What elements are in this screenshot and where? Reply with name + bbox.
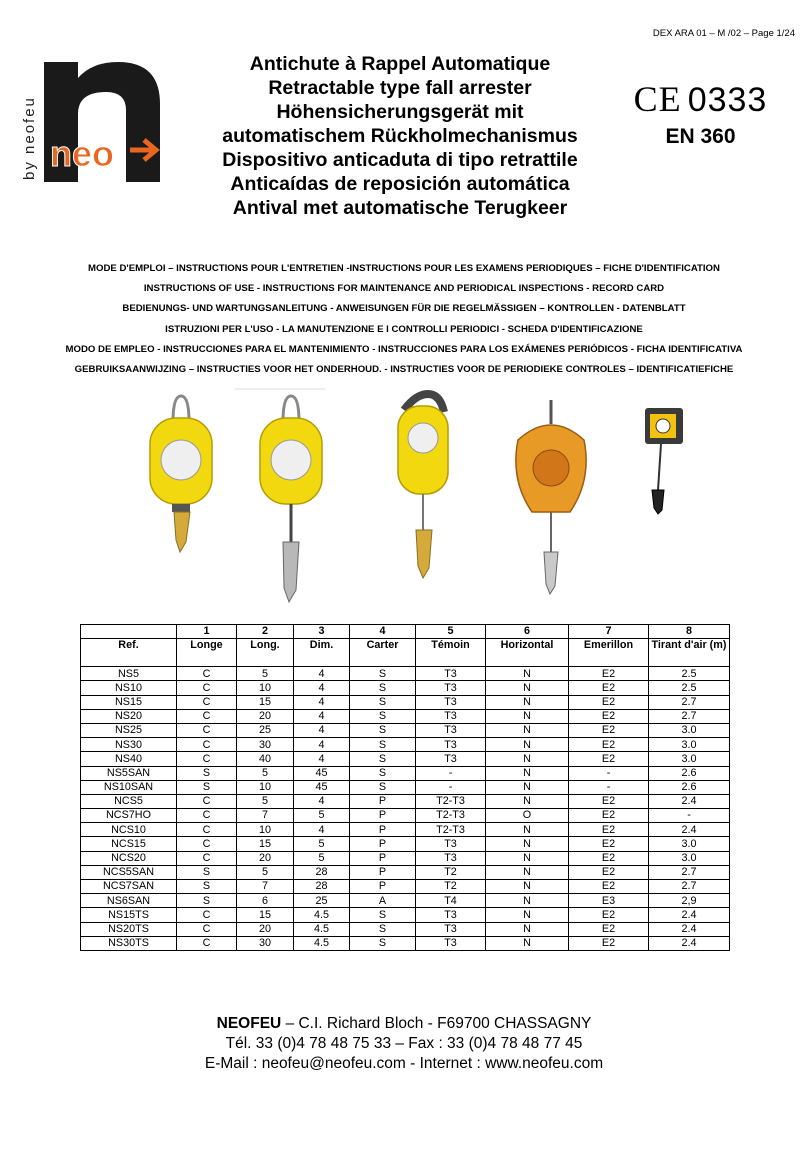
- table-cell: S: [350, 738, 416, 752]
- table-cell: 6: [237, 894, 294, 908]
- title-de-1: Höhensicherungsgerät mit: [276, 101, 524, 123]
- table-cell: T3: [416, 922, 486, 936]
- column-header-longe: Longe: [177, 639, 237, 667]
- table-cell: 4: [294, 723, 350, 737]
- ref-cell: NCS10: [81, 823, 177, 837]
- table-cell: C: [177, 723, 237, 737]
- table-cell: C: [177, 794, 237, 808]
- table-cell: 2,9: [649, 894, 730, 908]
- table-cell: 5: [237, 794, 294, 808]
- table-row: [81, 794, 730, 808]
- table-cell: 15: [237, 837, 294, 851]
- table-cell: 2.5: [649, 667, 730, 681]
- table-cell: 30: [237, 936, 294, 950]
- table-cell: 4: [294, 681, 350, 695]
- table-cell: 28: [294, 880, 350, 894]
- table-cell: T3: [416, 695, 486, 709]
- ref-cell: NS10SAN: [81, 780, 177, 794]
- table-cell: C: [177, 695, 237, 709]
- table-row: [81, 865, 730, 879]
- table-cell: 2.4: [649, 936, 730, 950]
- fall-arrester-photo-3: [398, 394, 448, 578]
- table-cell: N: [486, 936, 569, 950]
- ref-cell: NS40: [81, 752, 177, 766]
- table-row: [81, 695, 730, 709]
- table-cell: P: [350, 837, 416, 851]
- table-cell: S: [350, 908, 416, 922]
- column-number: 8: [649, 625, 730, 639]
- fall-arrester-photo-4: [516, 400, 586, 594]
- column-header-row: [81, 639, 730, 667]
- column-number: 6: [486, 625, 569, 639]
- table-cell: 45: [294, 766, 350, 780]
- title-fr: Antichute à Rappel Automatique: [249, 53, 551, 75]
- column-header-ref: Ref.: [81, 639, 177, 667]
- table-row: [81, 894, 730, 908]
- column-number: 3: [294, 625, 350, 639]
- table-cell: C: [177, 752, 237, 766]
- table-cell: T2: [416, 880, 486, 894]
- title-block: [185, 52, 615, 220]
- table-cell: N: [486, 880, 569, 894]
- ref-cell: NS25: [81, 723, 177, 737]
- column-header-horizontal: Horizontal: [486, 639, 569, 667]
- address-line: [0, 1014, 808, 1034]
- table-cell: E2: [569, 794, 649, 808]
- table-cell: 20: [237, 709, 294, 723]
- column-number: 4: [350, 625, 416, 639]
- table-cell: S: [177, 766, 237, 780]
- table-cell: T4: [416, 894, 486, 908]
- ref-cell: NCS20: [81, 851, 177, 865]
- table-cell: T3: [416, 752, 486, 766]
- table-cell: 5: [237, 667, 294, 681]
- column-header-length: Long.: [237, 639, 294, 667]
- phone-fax-line: Tél. 33 (0)4 78 48 75 33 – Fax : 33 (0)4 78 48 77 45: [225, 1035, 583, 1052]
- table-cell: 30: [237, 738, 294, 752]
- table-cell: S: [350, 723, 416, 737]
- table-cell: 10: [237, 823, 294, 837]
- logo-brand: neo: [50, 133, 115, 174]
- table-row: [81, 823, 730, 837]
- table-row: [81, 880, 730, 894]
- table-cell: N: [486, 837, 569, 851]
- table-cell: N: [486, 851, 569, 865]
- table-cell: 4.5: [294, 908, 350, 922]
- table-cell: 4: [294, 695, 350, 709]
- ref-cell: NS15TS: [81, 908, 177, 922]
- instruction-line-de: BEDIENUNGS- UND WARTUNGSANLEITUNG - ANWEISUNGEN FÜR DIE REGELMÄSSIGEN – KONTROLLEN - DATENBLATT: [122, 303, 686, 315]
- table-cell: 4.5: [294, 936, 350, 950]
- column-number: [81, 625, 177, 639]
- ref-cell: NCS7HO: [81, 809, 177, 823]
- table-cell: 40: [237, 752, 294, 766]
- table-cell: P: [350, 851, 416, 865]
- table-cell: N: [486, 922, 569, 936]
- ref-cell: NS15: [81, 695, 177, 709]
- ref-cell: NS5SAN: [81, 766, 177, 780]
- table-cell: C: [177, 908, 237, 922]
- table-cell: T3: [416, 851, 486, 865]
- column-header-emerillon: Emerillon: [569, 639, 649, 667]
- table-cell: E2: [569, 752, 649, 766]
- table-cell: 2.7: [649, 880, 730, 894]
- table-cell: 3.0: [649, 723, 730, 737]
- email-web-line: E-Mail : neofeu@neofeu.com - Internet : www.neofeu.com: [204, 1055, 604, 1072]
- table-cell: P: [350, 794, 416, 808]
- table-row: [81, 851, 730, 865]
- table-cell: 5: [237, 766, 294, 780]
- ce-logo: CE: [633, 79, 682, 119]
- table-cell: 20: [237, 922, 294, 936]
- instruction-lines: [0, 259, 808, 380]
- product-photos: [0, 380, 808, 615]
- table-cell: T3: [416, 667, 486, 681]
- table-cell: T3: [416, 837, 486, 851]
- table-cell: A: [350, 894, 416, 908]
- table-cell: 2.7: [649, 709, 730, 723]
- table-cell: 2.6: [649, 780, 730, 794]
- table-cell: C: [177, 809, 237, 823]
- table-row: [81, 809, 730, 823]
- table-cell: P: [350, 823, 416, 837]
- table-row: [81, 667, 730, 681]
- table-cell: T2-T3: [416, 794, 486, 808]
- table-cell: 25: [294, 894, 350, 908]
- table-cell: 4: [294, 752, 350, 766]
- ref-cell: NCS15: [81, 837, 177, 851]
- table-cell: C: [177, 738, 237, 752]
- table-cell: N: [486, 865, 569, 879]
- table-cell: -: [416, 780, 486, 794]
- table-cell: E2: [569, 681, 649, 695]
- table-cell: S: [350, 667, 416, 681]
- ref-cell: NCS5SAN: [81, 865, 177, 879]
- table-cell: 3.0: [649, 738, 730, 752]
- column-header-carter: Carter: [350, 639, 416, 667]
- table-cell: 5: [294, 809, 350, 823]
- ref-cell: NS20: [81, 709, 177, 723]
- table-cell: S: [350, 695, 416, 709]
- table-cell: 7: [237, 809, 294, 823]
- table-cell: C: [177, 851, 237, 865]
- table-cell: T3: [416, 681, 486, 695]
- table-cell: 7: [237, 880, 294, 894]
- table-cell: E2: [569, 695, 649, 709]
- column-number: 2: [237, 625, 294, 639]
- column-number: 1: [177, 625, 237, 639]
- table-cell: T3: [416, 738, 486, 752]
- table-cell: 2.6: [649, 766, 730, 780]
- table-cell: 2.7: [649, 865, 730, 879]
- table-cell: N: [486, 723, 569, 737]
- table-row: [81, 936, 730, 950]
- table-cell: 3.0: [649, 851, 730, 865]
- title-de-2: automatischem Rückholmechanismus: [222, 125, 578, 147]
- ref-cell: NS6SAN: [81, 894, 177, 908]
- certification-block: [628, 80, 773, 149]
- title-it: Dispositivo anticaduta di tipo retrattile: [222, 149, 578, 171]
- ref-cell: NS5: [81, 667, 177, 681]
- table-cell: E2: [569, 738, 649, 752]
- table-cell: 20: [237, 851, 294, 865]
- table-cell: -: [569, 766, 649, 780]
- table-cell: E2: [569, 667, 649, 681]
- table-cell: S: [350, 922, 416, 936]
- table-cell: S: [177, 780, 237, 794]
- table-cell: T2: [416, 865, 486, 879]
- fall-arrester-photo-1: [150, 396, 212, 552]
- company-footer: [0, 1014, 808, 1074]
- table-row: [81, 780, 730, 794]
- fall-arrester-photo-2: [260, 396, 322, 602]
- table-row: [81, 766, 730, 780]
- table-cell: N: [486, 709, 569, 723]
- table-cell: 25: [237, 723, 294, 737]
- table-cell: 3.0: [649, 837, 730, 851]
- table-cell: S: [350, 752, 416, 766]
- table-cell: N: [486, 695, 569, 709]
- table-cell: O: [486, 809, 569, 823]
- instruction-line-it: ISTRUZIONI PER L'USO - LA MANUTENZIONE E I CONTROLLI PERIODICI - SCHEDA D'IDENTIFICAZIONE: [165, 323, 643, 335]
- table-cell: P: [350, 880, 416, 894]
- table-cell: -: [649, 809, 730, 823]
- specifications-table: [80, 624, 730, 951]
- table-cell: N: [486, 794, 569, 808]
- table-cell: 15: [237, 695, 294, 709]
- column-number-row: [81, 625, 730, 639]
- table-cell: 5: [294, 851, 350, 865]
- table-cell: 2.7: [649, 695, 730, 709]
- table-cell: C: [177, 936, 237, 950]
- ref-cell: NS20TS: [81, 922, 177, 936]
- table-cell: S: [350, 709, 416, 723]
- table-row: [81, 709, 730, 723]
- table-cell: P: [350, 809, 416, 823]
- table-cell: S: [350, 780, 416, 794]
- table-cell: -: [569, 780, 649, 794]
- table-cell: 4: [294, 738, 350, 752]
- table-row: [81, 738, 730, 752]
- company-address: – C.I. Richard Bloch - F69700 CHASSAGNY: [281, 1015, 592, 1032]
- ref-cell: NCS5: [81, 794, 177, 808]
- table-row: [81, 681, 730, 695]
- table-cell: E2: [569, 936, 649, 950]
- column-header-dim: Dim.: [294, 639, 350, 667]
- fall-arrester-photo-5: [645, 408, 683, 514]
- table-cell: E2: [569, 709, 649, 723]
- table-cell: N: [486, 766, 569, 780]
- table-cell: 4: [294, 709, 350, 723]
- table-cell: S: [177, 865, 237, 879]
- table-cell: N: [486, 780, 569, 794]
- table-cell: 2.4: [649, 922, 730, 936]
- table-cell: T3: [416, 936, 486, 950]
- table-cell: P: [350, 865, 416, 879]
- notified-body-number: 0333: [687, 81, 768, 119]
- table-cell: T2-T3: [416, 823, 486, 837]
- table-cell: C: [177, 667, 237, 681]
- ref-cell: NCS7SAN: [81, 880, 177, 894]
- table-cell: 4.5: [294, 922, 350, 936]
- company-name: NEOFEU: [216, 1015, 282, 1032]
- table-cell: T3: [416, 908, 486, 922]
- table-cell: S: [177, 880, 237, 894]
- table-cell: T2-T3: [416, 809, 486, 823]
- ref-cell: NS10: [81, 681, 177, 695]
- ref-cell: NS30TS: [81, 936, 177, 950]
- table-cell: S: [350, 766, 416, 780]
- instruction-line-es: MODO DE EMPLEO - INSTRUCCIONES PARA EL MANTENIMIENTO - INSTRUCCIONES PARA LOS EXÁMENES PERIÓDICOS - FICHA IDENTIFICATIVA: [65, 343, 743, 355]
- table-cell: E2: [569, 865, 649, 879]
- table-cell: N: [486, 667, 569, 681]
- table-cell: 4: [294, 667, 350, 681]
- table-row: [81, 922, 730, 936]
- table-cell: E2: [569, 837, 649, 851]
- title-nl: Antival met automatische Terugkeer: [232, 197, 568, 219]
- standard-label: EN 360: [665, 125, 736, 148]
- table-cell: 15: [237, 908, 294, 922]
- table-cell: T3: [416, 709, 486, 723]
- table-body: [81, 667, 730, 951]
- table-cell: E3: [569, 894, 649, 908]
- table-cell: S: [350, 936, 416, 950]
- table-cell: 3.0: [649, 752, 730, 766]
- table-cell: 2.4: [649, 823, 730, 837]
- table-cell: T3: [416, 723, 486, 737]
- table-cell: 5: [294, 837, 350, 851]
- column-header-temoin: Témoin: [416, 639, 486, 667]
- table-cell: E2: [569, 851, 649, 865]
- instruction-line-fr: MODE D'EMPLOI – INSTRUCTIONS POUR L'ENTRETIEN -INSTRUCTIONS POUR LES EXAMENS PERIODIQUES – FICHE D'IDENTIFICATION: [88, 263, 720, 274]
- table-cell: N: [486, 681, 569, 695]
- table-cell: 2.5: [649, 681, 730, 695]
- table-cell: C: [177, 823, 237, 837]
- table-cell: C: [177, 922, 237, 936]
- table-cell: E2: [569, 880, 649, 894]
- table-row: [81, 908, 730, 922]
- table-cell: N: [486, 908, 569, 922]
- ce-mark: [628, 80, 773, 119]
- table-cell: 2.4: [649, 794, 730, 808]
- table-cell: 45: [294, 780, 350, 794]
- table-cell: N: [486, 823, 569, 837]
- table-row: [81, 723, 730, 737]
- neo-logo: [20, 58, 170, 184]
- table-cell: -: [416, 766, 486, 780]
- logo-tagline: by neofeu: [21, 96, 38, 180]
- title-es: Anticaídas de reposición automática: [230, 173, 570, 195]
- title-en: Retractable type fall arrester: [268, 77, 532, 99]
- table-cell: C: [177, 709, 237, 723]
- table-cell: N: [486, 894, 569, 908]
- table-cell: S: [177, 894, 237, 908]
- table-cell: E2: [569, 922, 649, 936]
- instruction-line-en: INSTRUCTIONS OF USE - INSTRUCTIONS FOR MAINTENANCE AND PERIODICAL INSPECTIONS - RECORD CARD: [143, 283, 665, 295]
- table-cell: 10: [237, 780, 294, 794]
- table-cell: E2: [569, 723, 649, 737]
- table-cell: 28: [294, 865, 350, 879]
- table-cell: 5: [237, 865, 294, 879]
- table-cell: E2: [569, 823, 649, 837]
- column-header-clearance: Tirant d'air (m): [649, 639, 730, 667]
- table-row: [81, 837, 730, 851]
- table-cell: N: [486, 752, 569, 766]
- table-cell: C: [177, 681, 237, 695]
- column-number: 5: [416, 625, 486, 639]
- page-reference: DEX ARA 01 – M /02 – Page 1/24: [652, 28, 795, 39]
- table-cell: 4: [294, 823, 350, 837]
- table-cell: N: [486, 738, 569, 752]
- table-cell: 2.4: [649, 908, 730, 922]
- table-cell: C: [177, 837, 237, 851]
- table-cell: S: [350, 681, 416, 695]
- ref-cell: NS30: [81, 738, 177, 752]
- table-row: [81, 752, 730, 766]
- table-cell: E2: [569, 908, 649, 922]
- table-cell: E2: [569, 809, 649, 823]
- table-cell: 4: [294, 794, 350, 808]
- column-number: 7: [569, 625, 649, 639]
- table-cell: 10: [237, 681, 294, 695]
- instruction-line-nl: GEBRUIKSAANWIJZING – INSTRUCTIES VOOR HET ONDERHOUD. - INSTRUCTIES VOOR DE PERIODIEKE CONTROLES – IDENTIFICATIEFICHE: [74, 364, 734, 376]
